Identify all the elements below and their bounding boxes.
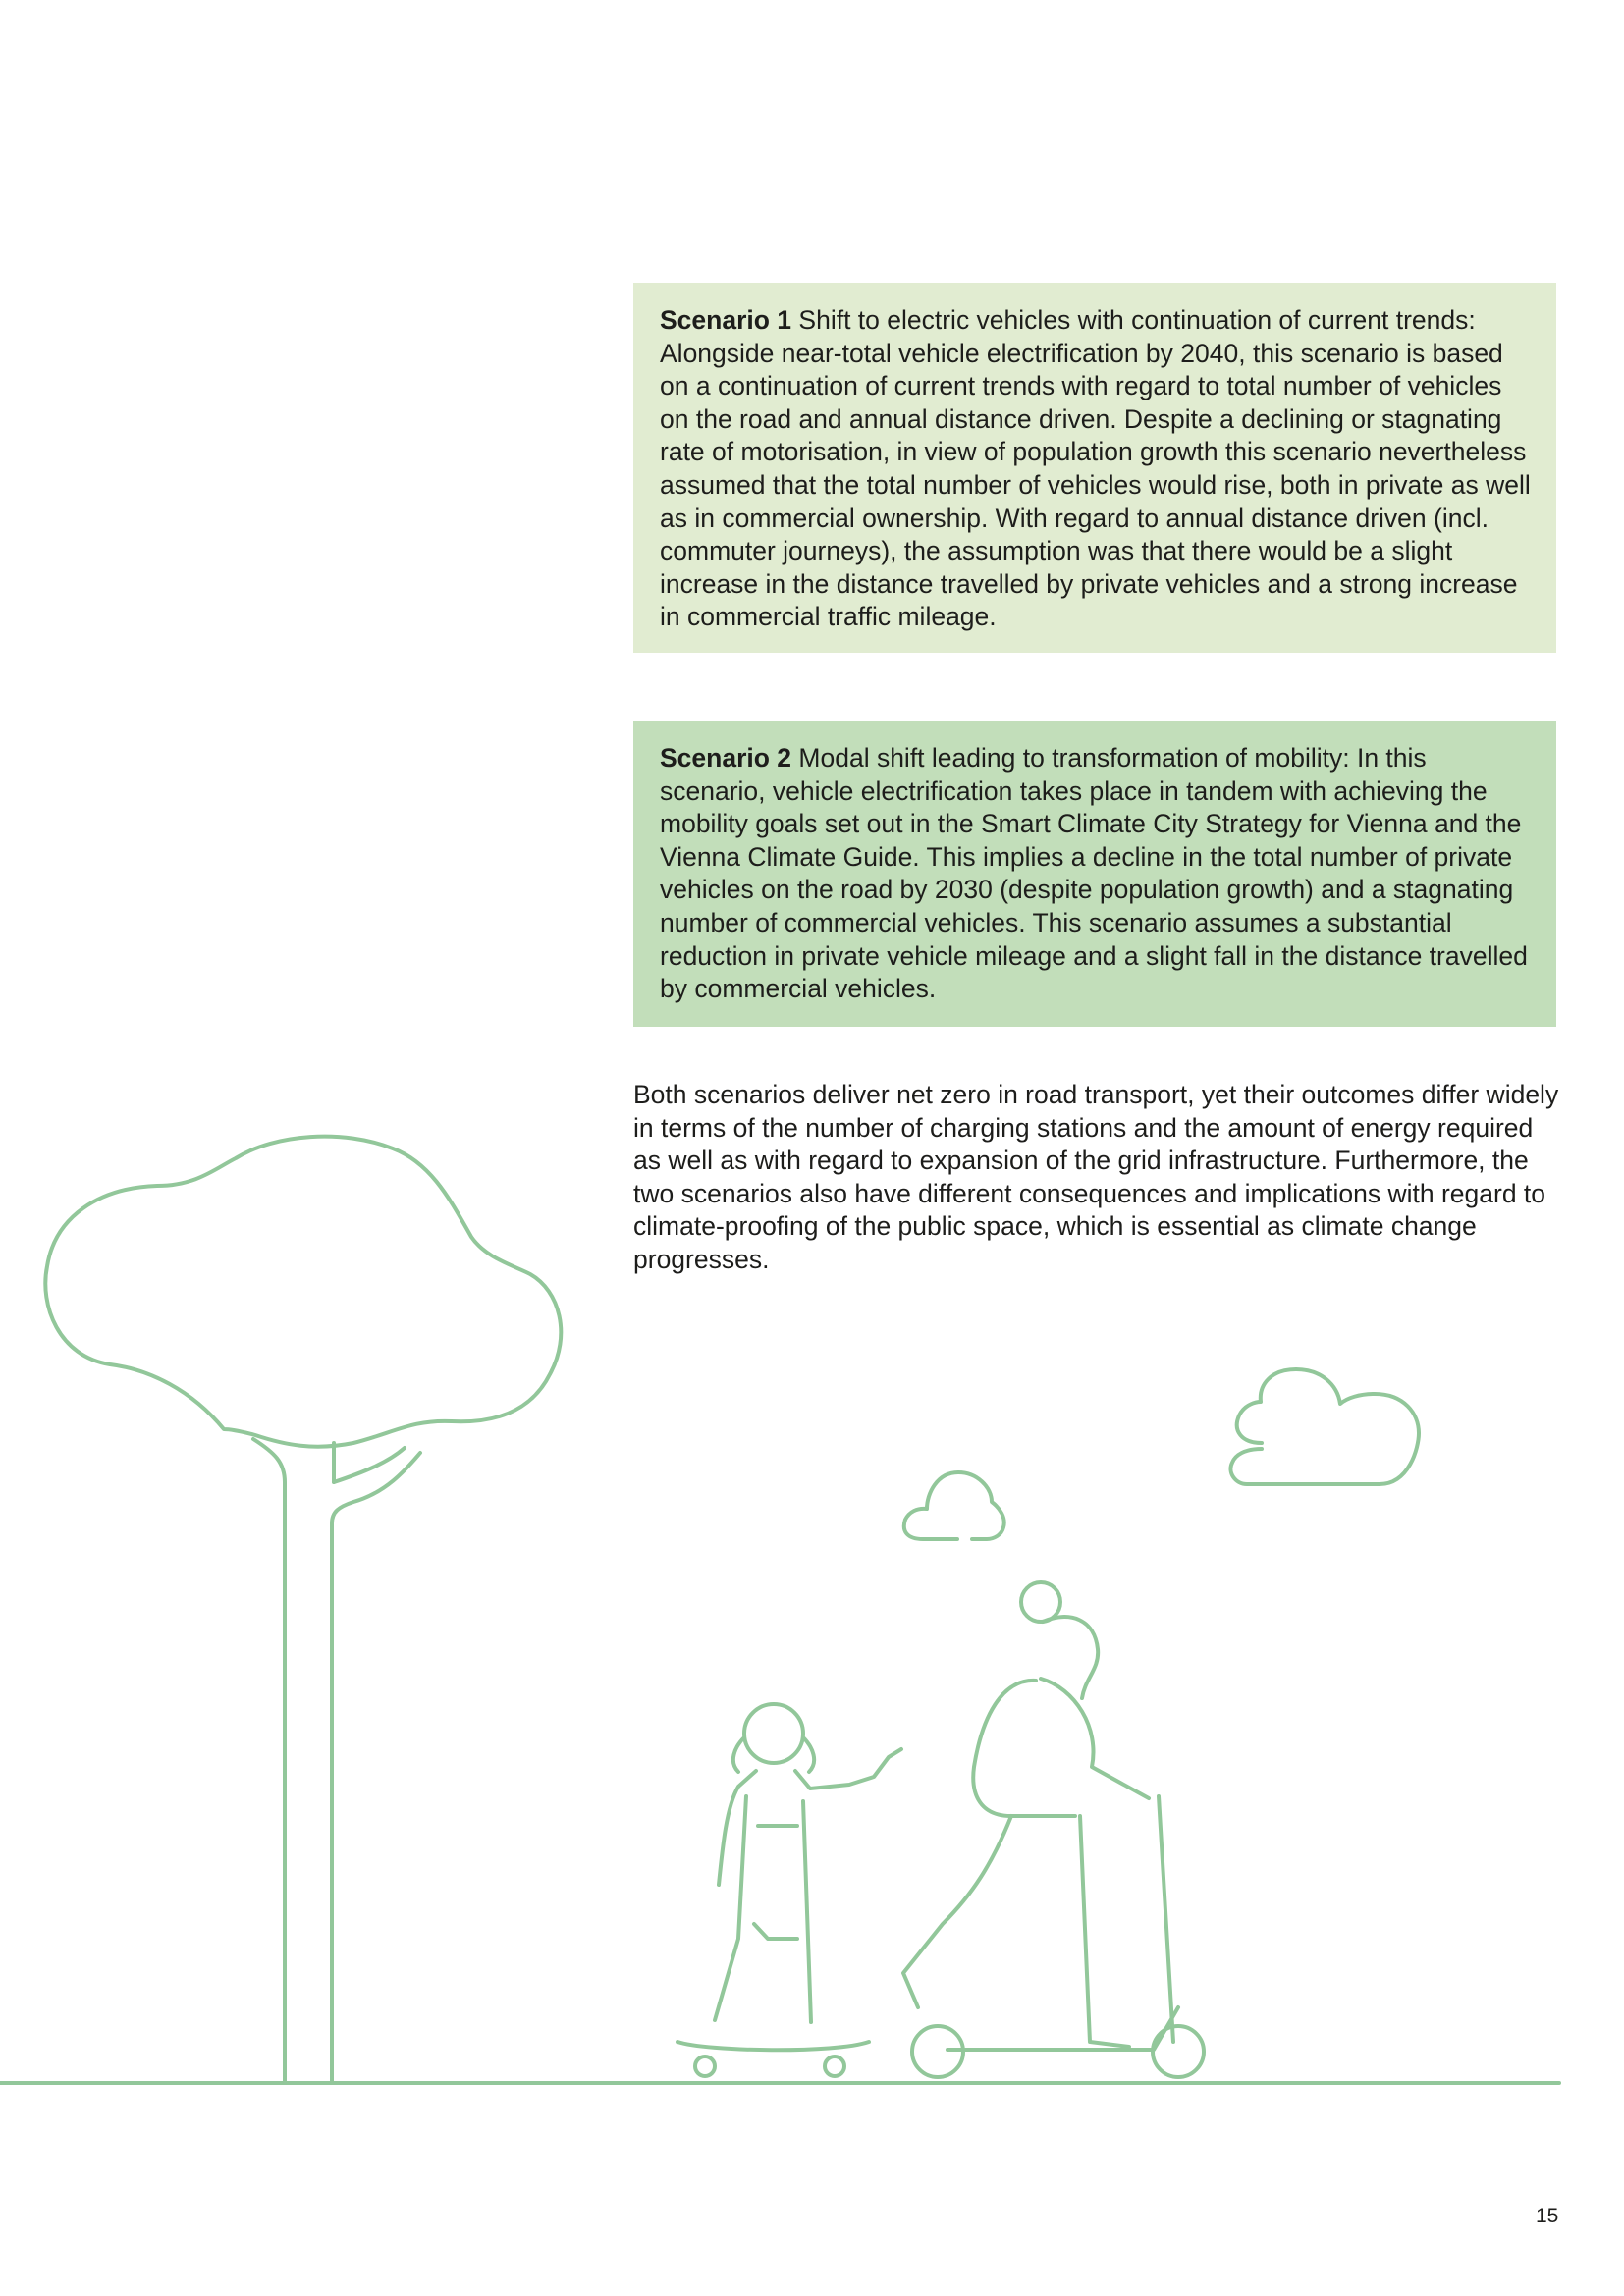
cloud-icon xyxy=(1230,1369,1419,1484)
cloud-icon xyxy=(904,1472,1004,1539)
child-on-skateboard-icon xyxy=(677,1704,901,2076)
scenario-2-label: Scenario 2 xyxy=(660,743,792,773)
scenario-1-text: Shift to electric vehicles with continuation of current trends: Alongside near-total vehicle electrification by 2040, this scenario is based on a continuation of current trends with regard to total number of vehicles on the road and annual distance driven. Despite a declining or stagnating rate of motorisation, in view of population growth this scenario nevertheless assumed that the total number of vehicles would rise, both in private as well as in commercial ownership. With regard to annual distance driven (incl. commuter journeys), the assumption was that there would be a slight increase in the distance travelled by private vehicles and a strong increase in commercial traffic mileage. xyxy=(660,305,1531,632)
tree-icon xyxy=(45,1137,561,2081)
woman-on-scooter-icon xyxy=(903,1582,1204,2077)
page-number: 15 xyxy=(1536,2205,1559,2227)
summary-paragraph: Both scenarios deliver net zero in road transport, yet their outcomes differ widely in terms of the number of charging stations and the amount of energy required as well as with regard to expansion of the grid infrastructure. Furthermore, the two scenarios also have different consequences and implications with regard to climate-proofing of the public space, which is essential as climate change progresses. xyxy=(633,1080,1559,1274)
scenario-1-label: Scenario 1 xyxy=(660,305,792,335)
scenario-2-text: Modal shift leading to transformation of mobility: In this scenario, vehicle electrification takes place in tandem with achieving the mobility goals set out in the Smart Climate City Strategy for Vienna and the Vienna Climate Guide. This implies a decline in the total number of private vehicles on the road by 2030 (despite population growth) and a stagnating number of commercial vehicles. This scenario assumes a substantial reduction in private vehicle mileage and a slight fall in the distance travelled by commercial vehicles. xyxy=(660,743,1528,1004)
